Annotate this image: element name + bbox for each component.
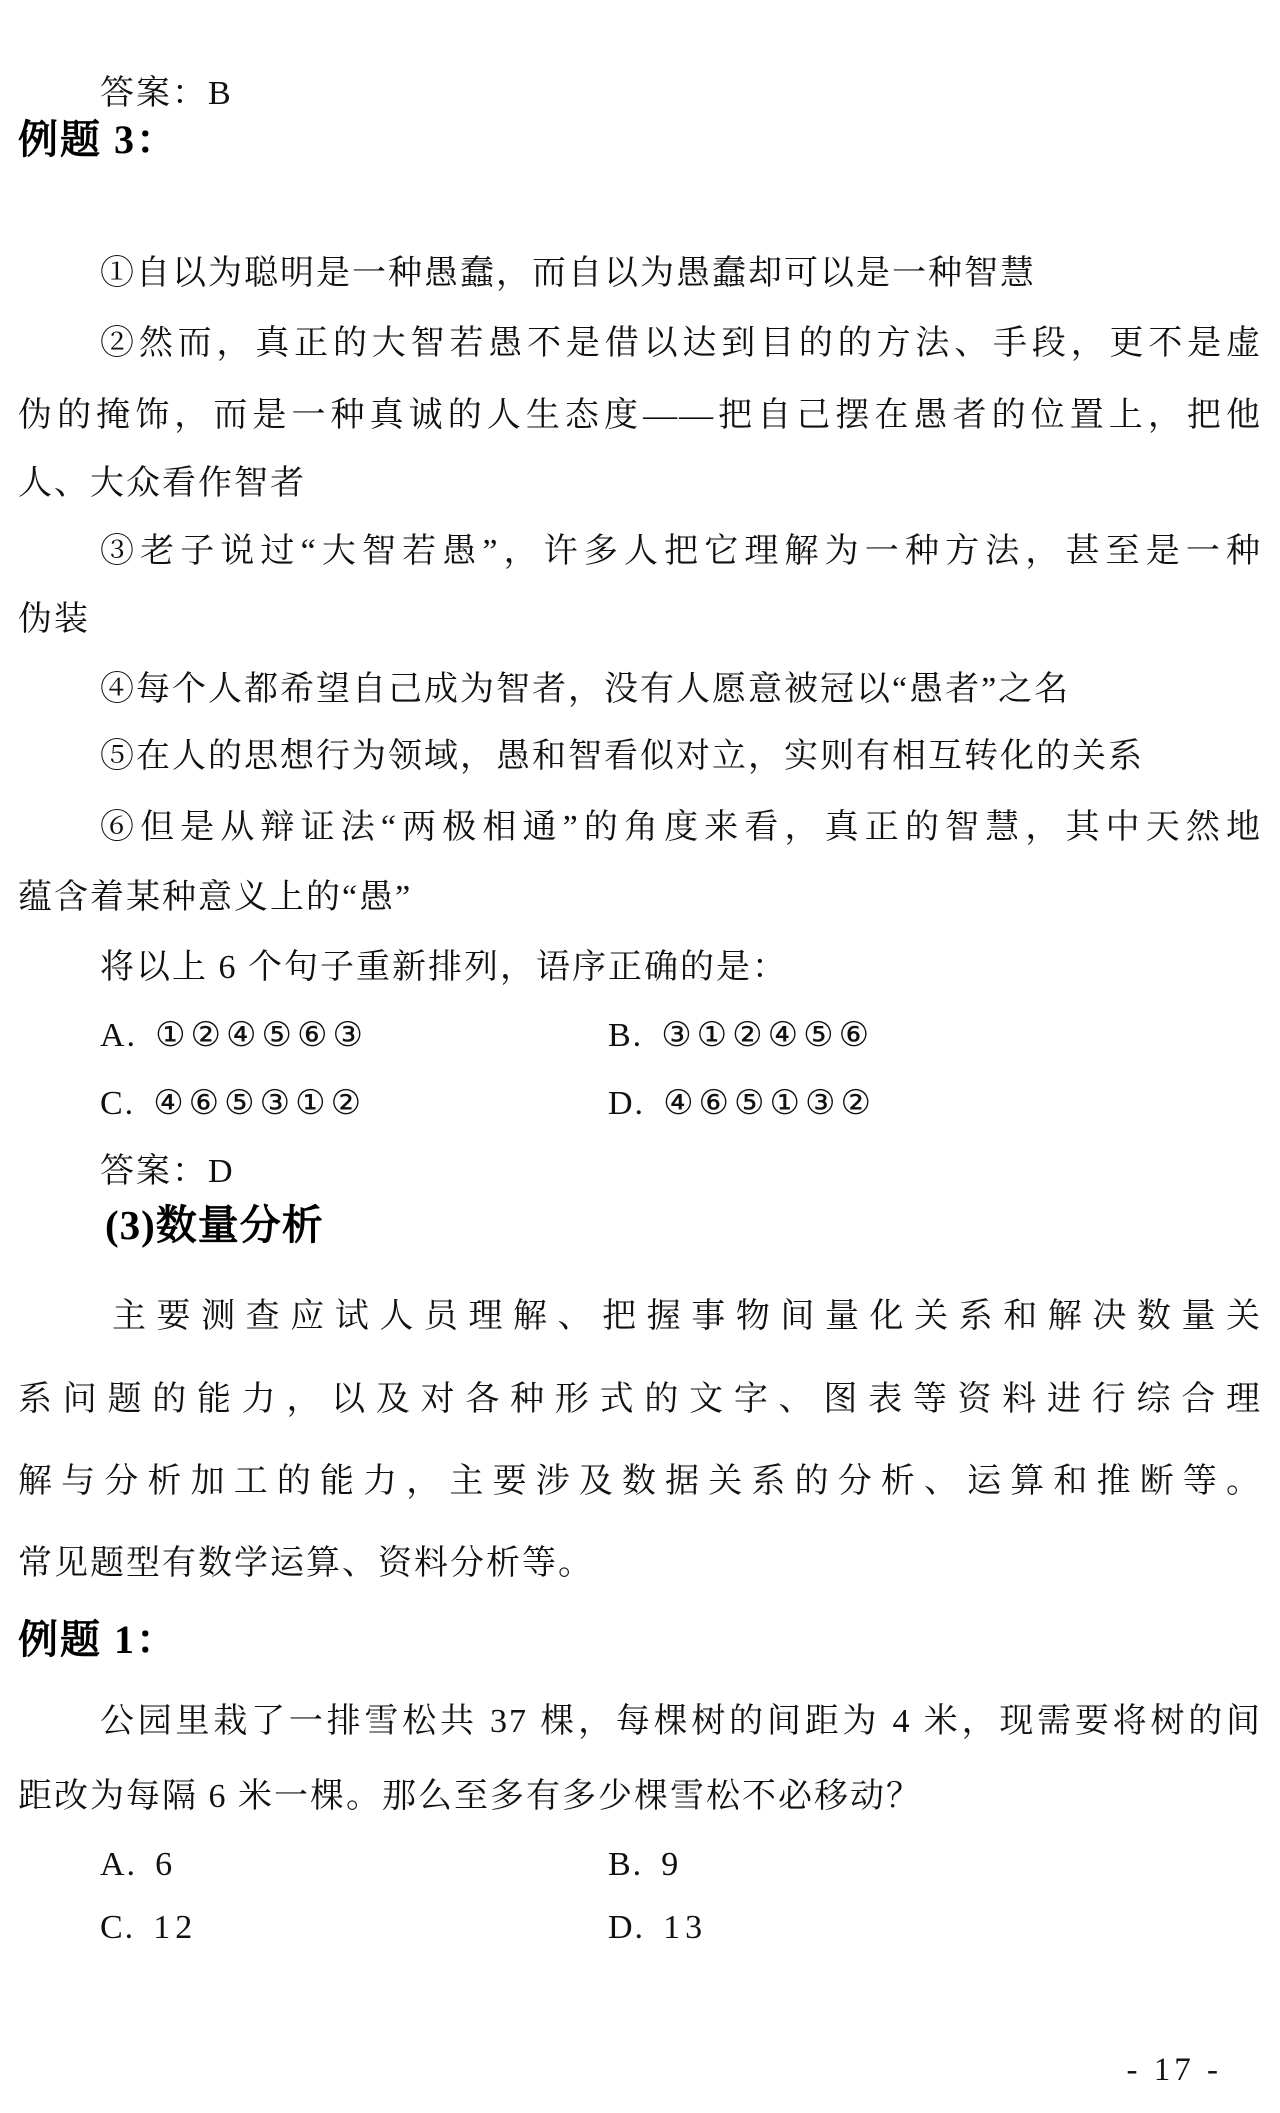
sentence-line-5: ⑤在人的思想行为领域，愚和智看似对立，实则有相互转化的关系 <box>100 738 1144 775</box>
sentence-line-3: ③老子说过“大智若愚”，许多人把它理解为一种方法，甚至是一种 <box>100 533 1262 570</box>
option-b-value: ③①②④⑤⑥ <box>661 1017 875 1054</box>
sentence-line-4: ④每个人都希望自己成为智者，没有人愿意被冠以“愚者”之名 <box>100 671 1071 708</box>
option-b <box>608 1014 874 1058</box>
example1-question-line-2: 距改为每隔 6 米一棵。那么至多有多少棵雪松不必移动？ <box>18 1778 922 1815</box>
example1-question-line-1: 公园里栽了一排雪松共 37 棵，每棵树的间距为 4 米，现需要将树的间 <box>100 1703 1262 1740</box>
section3-heading: (3)数量分析 <box>105 1202 324 1248</box>
option-a <box>100 1843 177 1887</box>
example3-heading: 例题 3： <box>18 117 178 162</box>
answer-text-example3: 答案：D <box>100 1153 235 1190</box>
answer-text-example2: 答案：B <box>100 75 233 112</box>
option-a-value: ①②④⑤⑥③ <box>155 1017 368 1054</box>
option-c-value: ④⑥⑤③①② <box>153 1085 367 1122</box>
paragraph-line-4: 常见题型有数学运算、资料分析等。 <box>18 1545 594 1582</box>
option-b-label: B. <box>608 1017 644 1054</box>
option-c-label: C. <box>100 1085 136 1122</box>
page-number: - 17 - <box>1126 2052 1222 2088</box>
option-c-value: 12 <box>153 1909 198 1946</box>
option-a <box>100 1014 368 1058</box>
example3-question: 将以上 6 个句子重新排列，语序正确的是： <box>100 949 788 986</box>
sentence-line-2b: 伪的掩饰，而是一种真诚的人生态度——把自己摆在愚者的位置上，把他 <box>18 397 1262 434</box>
paragraph-line-1: 主要测查应试人员理解、把握事物间量化关系和解决数量关 <box>112 1298 1262 1335</box>
option-d-label: D. <box>608 1909 646 1946</box>
sentence-line-2c: 人、大众看作智者 <box>18 465 306 502</box>
sentence-line-6: ⑥但是从辩证法“两极相通”的角度来看，真正的智慧，其中天然地 <box>100 809 1262 846</box>
sentence-line-1: ①自以为聪明是一种愚蠢，而自以为愚蠢却可以是一种智慧 <box>100 255 1036 292</box>
paragraph-line-2: 系问题的能力，以及对各种形式的文字、图表等资料进行综合理 <box>18 1381 1262 1418</box>
option-d-label: D. <box>608 1085 646 1122</box>
sentence-line-6b: 蕴含着某种意义上的“愚” <box>18 879 413 916</box>
option-c <box>100 1906 197 1950</box>
option-d-value: 13 <box>663 1909 708 1946</box>
option-b-label: B. <box>608 1846 644 1883</box>
option-d-value: ④⑥⑤①③② <box>663 1085 876 1122</box>
paragraph-line-3: 解与分析加工的能力，主要涉及数据关系的分析、运算和推断等。 <box>18 1463 1262 1500</box>
option-a-value: 6 <box>155 1846 178 1883</box>
option-c-label: C. <box>100 1909 136 1946</box>
sentence-line-2: ②然而，真正的大智若愚不是借以达到目的的方法、手段，更不是虚 <box>100 325 1262 362</box>
option-b <box>608 1843 683 1887</box>
sentence-line-3b: 伪装 <box>18 601 90 638</box>
option-d <box>608 1082 876 1126</box>
option-b-value: 9 <box>661 1846 684 1883</box>
option-a-label: A. <box>100 1017 138 1054</box>
option-d <box>608 1906 707 1950</box>
option-c <box>100 1082 366 1126</box>
example1-heading: 例题 1： <box>18 1617 178 1662</box>
option-a-label: A. <box>100 1846 138 1883</box>
